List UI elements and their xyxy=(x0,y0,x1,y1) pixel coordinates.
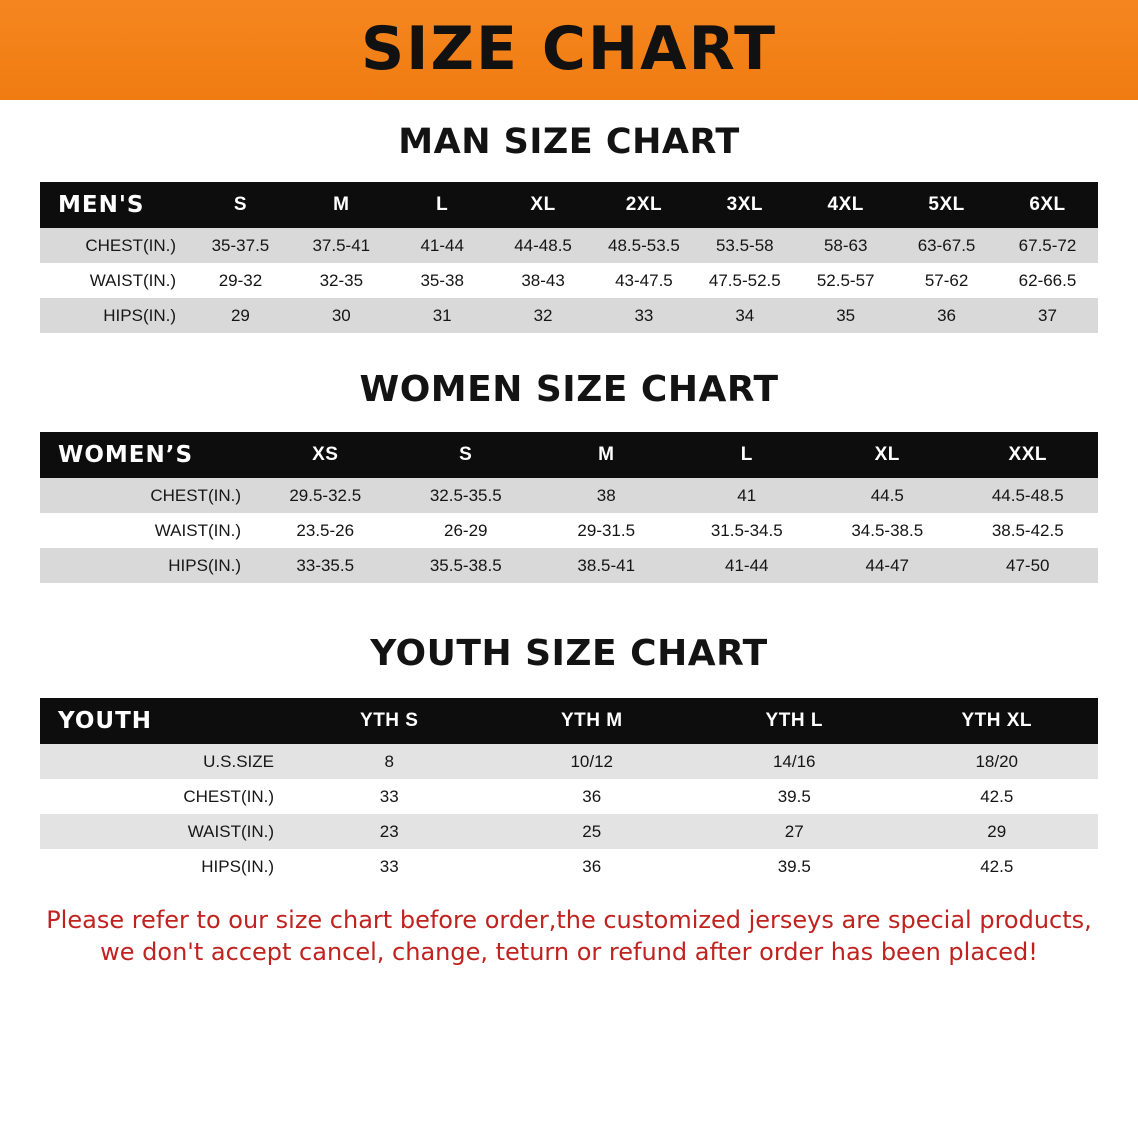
man-cell: 30 xyxy=(291,298,392,333)
youth-col-header: YTH XL xyxy=(961,710,1033,731)
man-size-table xyxy=(40,182,1098,333)
youth-cell: 25 xyxy=(491,814,694,849)
man-cell: 31 xyxy=(392,298,493,333)
table-row xyxy=(40,263,1098,298)
youth-cell: 36 xyxy=(491,849,694,884)
youth-cell: 27 xyxy=(693,814,896,849)
women-col-header: XXL xyxy=(1008,444,1047,465)
youth-cell: 42.5 xyxy=(896,779,1099,814)
women-table-wrap xyxy=(0,432,1138,583)
women-cell: 34.5-38.5 xyxy=(817,513,958,548)
table-row xyxy=(40,548,1098,583)
women-cell: 33-35.5 xyxy=(255,548,396,583)
man-cell: 35 xyxy=(795,298,896,333)
man-col-header: 3XL xyxy=(726,194,763,215)
women-col-header: M xyxy=(598,444,615,465)
women-row-label: WAIST(IN.) xyxy=(40,513,255,548)
youth-cell: 39.5 xyxy=(693,779,896,814)
women-col-header: L xyxy=(740,444,753,465)
man-cell: 35-37.5 xyxy=(190,228,291,263)
disclaimer-line-2: we don't accept cancel, change, teturn or refund after order has been placed! xyxy=(100,938,1038,967)
man-cell: 53.5-58 xyxy=(694,228,795,263)
man-cell: 63-67.5 xyxy=(896,228,997,263)
man-col-header: 4XL xyxy=(827,194,864,215)
women-section-heading: WOMEN SIZE CHART xyxy=(359,369,779,410)
women-cell: 44-47 xyxy=(817,548,958,583)
women-cell: 29.5-32.5 xyxy=(255,478,396,513)
man-cell: 38-43 xyxy=(493,263,594,298)
youth-table-body xyxy=(40,744,1098,884)
youth-cell: 36 xyxy=(491,779,694,814)
page-banner xyxy=(0,0,1138,100)
man-cell: 48.5-53.5 xyxy=(594,228,695,263)
table-row xyxy=(40,513,1098,548)
youth-row-label: HIPS(IN.) xyxy=(40,849,288,884)
man-cell: 37 xyxy=(997,298,1098,333)
youth-cell: 33 xyxy=(288,849,491,884)
man-cell: 43-47.5 xyxy=(594,263,695,298)
man-col-header: M xyxy=(333,194,350,215)
women-cell: 44.5 xyxy=(817,478,958,513)
man-table-head xyxy=(40,182,1098,228)
women-cell: 38.5-41 xyxy=(536,548,677,583)
man-cell: 47.5-52.5 xyxy=(694,263,795,298)
man-row-label: WAIST(IN.) xyxy=(40,263,190,298)
women-col-header: XS xyxy=(312,444,339,465)
table-row xyxy=(40,478,1098,513)
women-cell: 38 xyxy=(536,478,677,513)
man-cell: 57-62 xyxy=(896,263,997,298)
women-row-label: HIPS(IN.) xyxy=(40,548,255,583)
man-cell: 44-48.5 xyxy=(493,228,594,263)
man-cell: 29 xyxy=(190,298,291,333)
youth-row-label: CHEST(IN.) xyxy=(40,779,288,814)
man-cell: 32-35 xyxy=(291,263,392,298)
youth-corner-label: YOUTH xyxy=(58,708,153,734)
youth-section-heading: YOUTH SIZE CHART xyxy=(370,633,768,674)
women-cell: 23.5-26 xyxy=(255,513,396,548)
table-row xyxy=(40,744,1098,779)
youth-col-header: YTH S xyxy=(360,710,419,731)
youth-cell: 42.5 xyxy=(896,849,1099,884)
man-cell: 34 xyxy=(694,298,795,333)
youth-cell: 33 xyxy=(288,779,491,814)
man-cell: 52.5-57 xyxy=(795,263,896,298)
man-col-header: 2XL xyxy=(625,194,663,215)
man-cell: 58-63 xyxy=(795,228,896,263)
women-corner-label: WOMEN’S xyxy=(58,442,194,468)
man-col-header: S xyxy=(233,194,248,215)
man-row-label: HIPS(IN.) xyxy=(40,298,190,333)
youth-row-label: U.S.SIZE xyxy=(40,744,288,779)
women-cell: 41 xyxy=(677,478,818,513)
women-cell: 44.5-48.5 xyxy=(958,478,1099,513)
man-cell: 35-38 xyxy=(392,263,493,298)
youth-col-header: YTH L xyxy=(765,710,823,731)
table-row xyxy=(40,779,1098,814)
women-size-table xyxy=(40,432,1098,583)
women-col-header: S xyxy=(459,444,473,465)
youth-cell: 39.5 xyxy=(693,849,896,884)
man-cell: 62-66.5 xyxy=(997,263,1098,298)
youth-size-table xyxy=(40,698,1098,884)
table-row xyxy=(40,814,1098,849)
youth-cell: 14/16 xyxy=(693,744,896,779)
women-cell: 41-44 xyxy=(677,548,818,583)
youth-cell: 23 xyxy=(288,814,491,849)
youth-cell: 29 xyxy=(896,814,1099,849)
man-table-wrap xyxy=(0,182,1138,333)
man-cell: 33 xyxy=(594,298,695,333)
youth-table-head xyxy=(40,698,1098,744)
youth-row-label: WAIST(IN.) xyxy=(40,814,288,849)
man-cell: 37.5-41 xyxy=(291,228,392,263)
man-section-heading: MAN SIZE CHART xyxy=(398,122,740,162)
table-row xyxy=(40,849,1098,884)
man-col-header: L xyxy=(436,194,449,215)
women-cell: 26-29 xyxy=(396,513,537,548)
man-cell: 29-32 xyxy=(190,263,291,298)
man-col-header: 5XL xyxy=(928,194,965,215)
women-cell: 31.5-34.5 xyxy=(677,513,818,548)
women-col-header: XL xyxy=(874,444,900,465)
table-header-row xyxy=(40,698,1098,744)
table-row xyxy=(40,228,1098,263)
women-cell: 32.5-35.5 xyxy=(396,478,537,513)
man-col-header: XL xyxy=(530,194,556,215)
youth-cell: 18/20 xyxy=(896,744,1099,779)
man-cell: 36 xyxy=(896,298,997,333)
women-cell: 35.5-38.5 xyxy=(396,548,537,583)
man-table-body xyxy=(40,228,1098,333)
youth-cell: 10/12 xyxy=(491,744,694,779)
man-cell: 32 xyxy=(493,298,594,333)
youth-cell: 8 xyxy=(288,744,491,779)
disclaimer-line-1: Please refer to our size chart before order,the customized jerseys are special products, xyxy=(46,906,1092,934)
women-cell: 38.5-42.5 xyxy=(958,513,1099,548)
man-cell: 67.5-72 xyxy=(997,228,1098,263)
man-col-header: 6XL xyxy=(1029,194,1066,215)
table-header-row xyxy=(40,432,1098,478)
women-row-label: CHEST(IN.) xyxy=(40,478,255,513)
man-corner-label: MEN'S xyxy=(58,192,145,218)
table-header-row xyxy=(40,182,1098,228)
women-table-body xyxy=(40,478,1098,583)
youth-col-header: YTH M xyxy=(560,710,623,731)
youth-table-wrap xyxy=(0,698,1138,884)
man-row-label: CHEST(IN.) xyxy=(40,228,190,263)
women-cell: 29-31.5 xyxy=(536,513,677,548)
women-table-head xyxy=(40,432,1098,478)
disclaimer-note xyxy=(36,904,1102,969)
women-cell: 47-50 xyxy=(958,548,1099,583)
man-cell: 41-44 xyxy=(392,228,493,263)
page-title: SIZE CHART xyxy=(360,14,778,84)
table-row xyxy=(40,298,1098,333)
